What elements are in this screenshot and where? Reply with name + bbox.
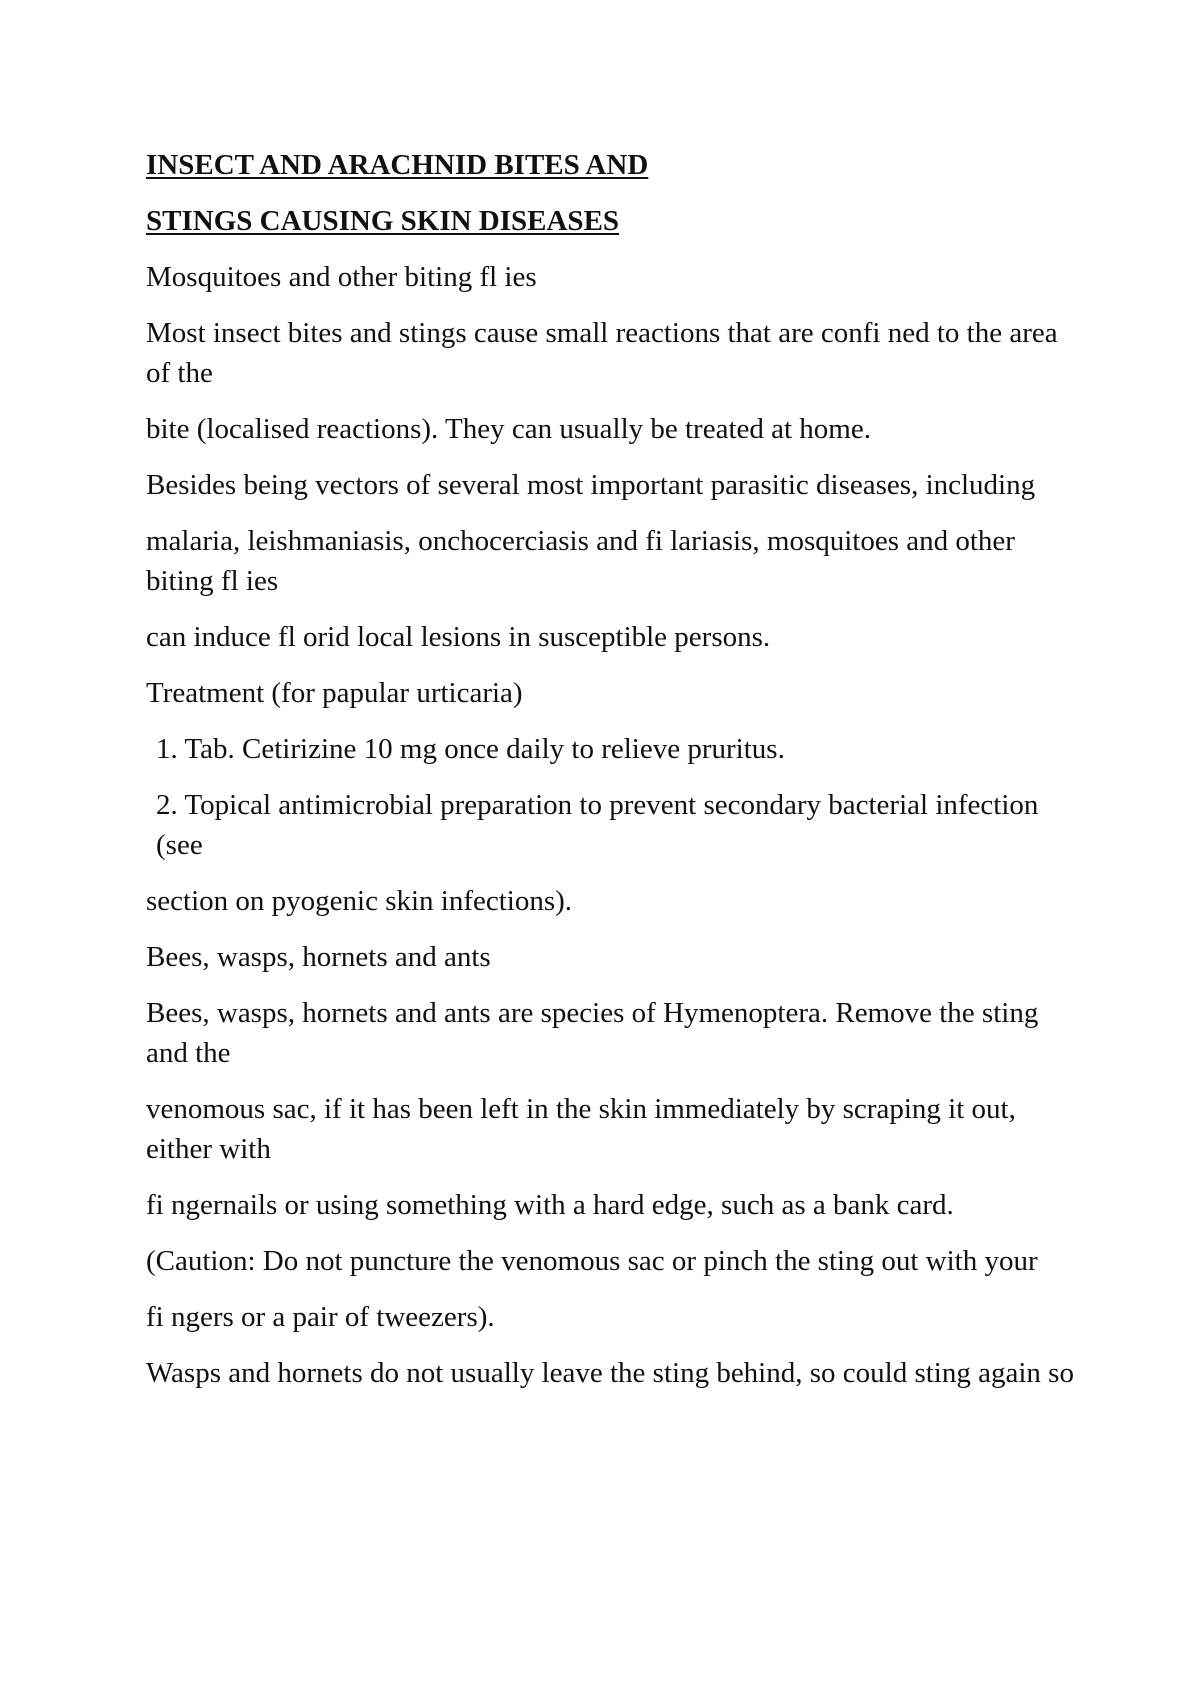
paragraph: Most insect bites and stings cause small reactions that are confi ned to the area of the [146,317,1058,389]
document-body [146,145,1076,1409]
subheading-bees: Bees, wasps, hornets and ants [146,941,491,973]
subheading-treatment: Treatment (for papular urticaria) [146,677,523,709]
title-line-2: STINGS CAUSING SKIN DISEASES [146,205,620,237]
paragraph: fi ngernails or using something with a hard edge, such as a bank card. [146,1189,954,1221]
caution-paragraph: (Caution: Do not puncture the venomous sac or pinch the sting out with your [146,1245,1038,1277]
paragraph: Bees, wasps, hornets and ants are species of Hymenoptera. Remove the sting and the [146,997,1039,1069]
paragraph: venomous sac, if it has been left in the skin immediately by scraping it out, either with [146,1093,1016,1165]
paragraph: Besides being vectors of several most important parasitic diseases, including [146,469,1036,501]
subheading-mosquitoes: Mosquitoes and other biting fl ies [146,261,537,293]
paragraph: bite (localised reactions). They can usually be treated at home. [146,413,871,445]
paragraph: Wasps and hornets do not usually leave the sting behind, so could sting again so [146,1357,1074,1389]
title-line-1: INSECT AND ARACHNID BITES AND [146,149,649,181]
paragraph: malaria, leishmaniasis, onchocerciasis and fi lariasis, mosquitoes and other biting fl ies [146,525,1015,597]
paragraph: fi ngers or a pair of tweezers). [146,1301,495,1333]
paragraph: section on pyogenic skin infections). [146,885,573,917]
treatment-list-item-2: 2. Topical antimicrobial preparation to prevent secondary bacterial infection (see [156,789,1039,861]
treatment-list-item-1: 1. Tab. Cetirizine 10 mg once daily to relieve pruritus. [156,733,785,765]
paragraph: can induce fl orid local lesions in susceptible persons. [146,621,771,653]
